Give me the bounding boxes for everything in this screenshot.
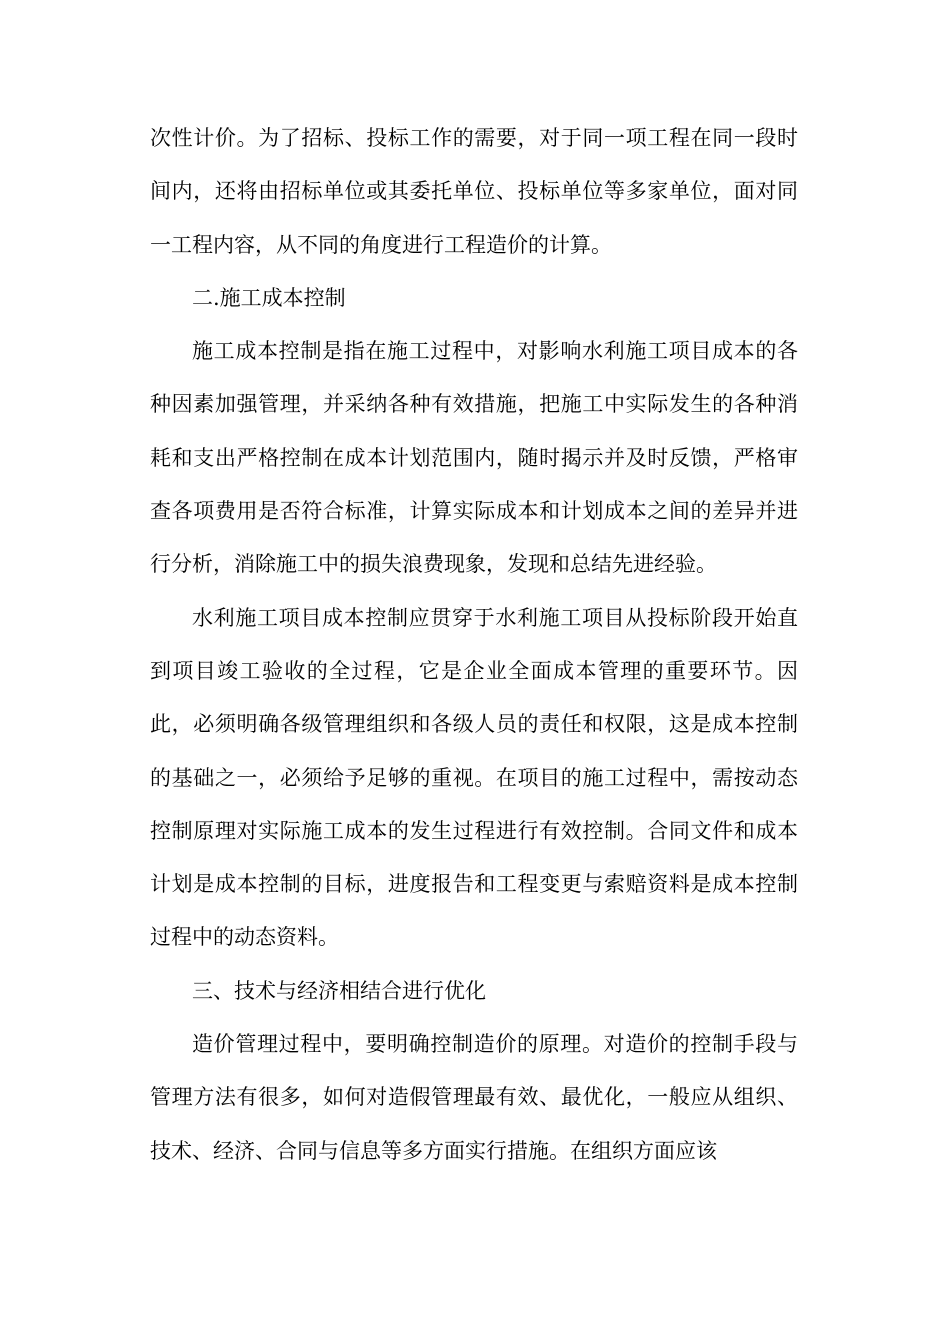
section-heading-tech-economic-optimization: 三、技术与经济相结合进行优化 (192, 978, 486, 1003)
paragraph-continuation: 次性计价。为了招标、投标工作的需要，对于同一项工程在同一段时间内，还将由招标单位或其委托单位、投标单位等多家单位，面对同一工程内容，从不同的角度进行工程造价的计算。 (150, 126, 798, 257)
paragraph-cost-management-principles: 造价管理过程中，要明确控制造价的原理。对造价的控制手段与管理方法有很多，如何对造假管理最有效、最优化，一般应从组织、技术、经济、合同与信息等多方面实行措施。在组织方面应该 (150, 1032, 798, 1163)
section-heading-construction-cost-control: 二.施工成本控制 (192, 285, 346, 310)
paragraph-cost-control-process: 水利施工项目成本控制应贯穿于水利施工项目从投标阶段开始直到项目竣工验收的全过程，它是企业全面成本管理的重要环节。因此，必须明确各级管理组织和各级人员的责任和权限，这是成本控制的基础之一，必须给予足够的重视。在项目的施工过程中，需按动态控制原理对实际施工成本的发生过程进行有效控制。合同文件和成本计划是成本控制的目标，进度报告和工程变更与索赔资料是成本控制过程中的动态资料。 (150, 605, 798, 950)
paragraph-cost-control-definition: 施工成本控制是指在施工过程中，对影响水利施工项目成本的各种因素加强管理，并采纳各种有效措施，把施工中实际发生的各种消耗和支出严格控制在成本计划范围内，随时揭示并及时反馈，严格审查各项费用是否符合标准，计算实际成本和计划成本之间的差异并进行分析，消除施工中的损失浪费现象，发现和总结先进经验。 (150, 339, 798, 577)
document-body (150, 112, 798, 1178)
